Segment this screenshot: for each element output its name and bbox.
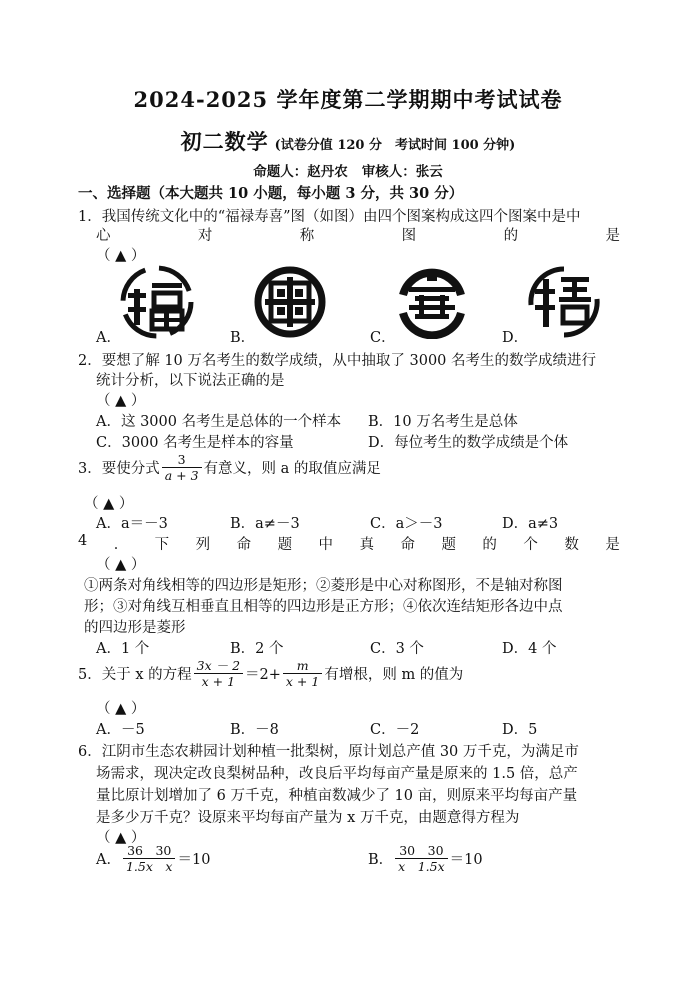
q6-line3: 量比原计划增加了 6 万千克，种植亩数减少了 10 亩，则原来平均每亩产量 [96, 788, 578, 804]
q4-word: 4 [78, 533, 88, 549]
q1-option-d: D． [502, 330, 529, 346]
q2-option-a: A．这 3000 名考生是总体的一个样本 [96, 414, 342, 430]
q1-option-b: B． [230, 330, 256, 346]
q6-a-fraction [123, 843, 175, 874]
q3-option-c: C．a＞－3 [370, 516, 443, 532]
xi-character-icon [527, 265, 601, 339]
reviewer: 审核人：张云 [361, 164, 443, 180]
q2-option-d: D．每位考生的数学成绩是个体 [368, 435, 569, 451]
q5-numerator1: 3x － 2 [196, 658, 241, 673]
q4-word: 命 [236, 537, 252, 553]
q1-word: 是 [605, 228, 620, 244]
q3-post: 有意义，则 a 的取值应满足 [203, 461, 381, 477]
q5-fraction1 [194, 658, 243, 689]
q1-word: 的 [503, 228, 519, 244]
section-heading: 一、选择题（本大题共 10 小题，每小题 3 分，共 30 分） [78, 185, 464, 202]
q4-word: 数 [564, 537, 579, 553]
exam-title: 2024-2025 学年度第二学期期中考试试卷 [133, 87, 563, 112]
q3-line [78, 452, 381, 483]
q5-denominator1: x + 1 [194, 673, 243, 689]
q3-option-b: B．a≠－3 [230, 516, 300, 532]
q4-word: 个 [523, 537, 538, 553]
subject-name: 初二数学 [180, 129, 269, 154]
q6-line4: 是多少万千克？设原来平均每亩产量为 x 万千克，由题意得方程为 [96, 810, 520, 826]
q6-answer-blank: （ ▲ ） [96, 830, 146, 846]
q6-a-label: A． [96, 852, 121, 868]
q5-option-d: D．5 [502, 722, 538, 738]
q5-denominator2: x + 1 [283, 673, 322, 689]
q4-word: 题 [441, 537, 456, 553]
q4-option-b: B．2 个 [230, 641, 284, 657]
q4-answer-blank: （ ▲ ） [96, 557, 146, 573]
exam-authors [0, 160, 696, 180]
q3-pre: 3．要使分式 [78, 461, 160, 477]
q6-line1: 6．江阴市生态农耕园计划种植一批梨树，原计划总产值 30 万千克，为满足市 [78, 744, 579, 760]
q4-word: 的 [482, 537, 497, 553]
q1-word: 称 [299, 228, 315, 244]
q5-numerator2: m [296, 658, 309, 673]
q6-line2: 场需求，现决定改良梨树品种，改良后平均每亩产量是原来的 1.5 倍，总产 [96, 766, 578, 782]
q3-numerator: 3 [177, 452, 186, 467]
fu-character-icon [120, 265, 194, 339]
q6-b-rhs: ＝10 [449, 852, 483, 868]
shou-character-icon [395, 265, 469, 339]
q3-fraction [162, 452, 202, 483]
q1-word: 心 [96, 228, 111, 244]
q5-option-b: B．－8 [230, 722, 279, 738]
q6-option-b [368, 843, 483, 874]
q4-line4: 的四边形是菱形 [84, 620, 186, 636]
q6-b-fraction [395, 843, 447, 874]
q1-option-a: A． [96, 330, 121, 346]
q2-answer-blank: （ ▲ ） [96, 393, 146, 409]
q4-line3: 形；③对角线互相垂直且相等的四边形是正方形；④依次连结矩形各边中点 [84, 599, 563, 615]
q5-pre: 5．关于 x 的方程 [78, 667, 192, 683]
q3-option-a: A．a＝－3 [96, 516, 168, 532]
q4-option-d: D．4 个 [502, 641, 557, 657]
q3-answer-blank: （ ▲ ） [84, 496, 134, 512]
q4-line2: ①两条对角线相等的四边形是矩形；②菱形是中心对称图形，不是轴对称图 [84, 578, 563, 594]
q1-word: 图 [401, 228, 417, 244]
q6-a-denominators: 1.5x x [123, 858, 175, 874]
q5-line [78, 658, 463, 689]
q2-option-b: B．10 万名考生是总体 [368, 414, 518, 430]
q3-option-d: D．a≠3 [502, 516, 559, 532]
q4-option-a: A．1 个 [96, 641, 150, 657]
q6-a-rhs: ＝10 [177, 852, 211, 868]
q5-answer-blank: （ ▲ ） [96, 701, 146, 717]
q5-post: 有增根，则 m 的值为 [324, 667, 464, 683]
q6-b-label: B． [368, 852, 394, 868]
q1-word: 对 [197, 228, 213, 244]
q4-option-c: C．3 个 [370, 641, 424, 657]
q6-option-a [96, 843, 210, 874]
q4-word: 题 [277, 537, 293, 553]
lu-character-icon [253, 265, 327, 339]
q5-option-a: A．－5 [96, 722, 145, 738]
q1-line2 [96, 224, 620, 245]
q6-a-numerators: 36 30 [127, 843, 172, 858]
q1-answer-blank: （ ▲ ） [96, 248, 146, 264]
exam-subtitle [0, 126, 696, 156]
q4-word: 列 [195, 537, 211, 553]
q4-word: 是 [605, 537, 620, 553]
exam-info: (试卷分值 120 分 考试时间 100 分钟) [274, 138, 516, 153]
q4-line1 [78, 533, 620, 554]
q5-mid: ＝2+ [245, 667, 281, 683]
q1-option-c: C． [370, 330, 396, 346]
q1-line1: 1．我国传统文化中的“福禄寿喜”图（如图）由四个图案构成这四个图案中是中 [78, 209, 581, 225]
q6-b-numerators: 30 30 [399, 843, 444, 858]
q4-word: 真 [359, 537, 375, 553]
q2-line1: 2．要想了解 10 万名考生的数学成绩，从中抽取了 3000 名考生的数学成绩进行 [78, 353, 597, 369]
q4-word: ． [113, 537, 129, 553]
setter: 命题人：赵丹农 [253, 164, 348, 180]
q5-option-c: C．－2 [370, 722, 420, 738]
q3-denominator: a + 3 [162, 467, 202, 483]
q6-b-denominators: x 1.5x [395, 858, 447, 874]
q5-fraction2 [283, 658, 322, 689]
q4-word: 命 [400, 537, 415, 553]
q4-word: 下 [154, 537, 170, 553]
q4-word: 中 [318, 537, 334, 553]
q2-line2: 统计分析，以下说法正确的是 [96, 373, 285, 389]
q2-option-c: C．3000 名考生是样本的容量 [96, 435, 294, 451]
